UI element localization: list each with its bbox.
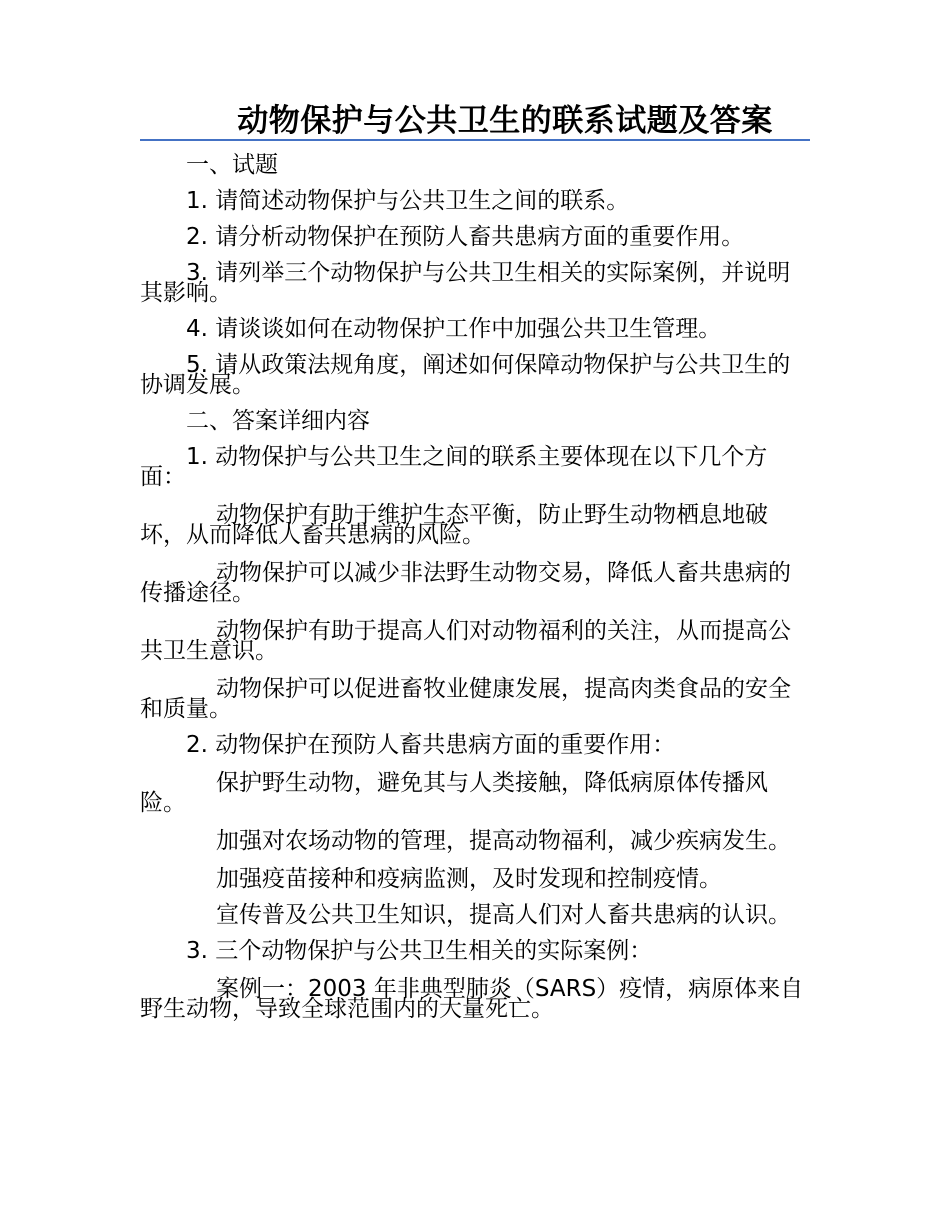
answer-2-point: 保护野生动物，避免其与人类接触，降低病原体传播风险。 xyxy=(140,770,768,816)
question-3: 3. 请列举三个动物保护与公共卫生相关的实际案例，并说明其影响。 xyxy=(140,260,791,306)
section-heading-answers: 二、答案详细内容 xyxy=(186,408,370,434)
answer-2-point: 宣传普及公共卫生知识，提高人们对人畜共患病的认识。 xyxy=(216,902,791,928)
question-4: 4. 请谈谈如何在动物保护工作中加强公共卫生管理。 xyxy=(186,316,722,342)
title-underline xyxy=(140,139,810,141)
answer-1-point: 动物保护可以减少非法野生动物交易，降低人畜共患病的传播途径。 xyxy=(140,560,791,606)
question-5: 5. 请从政策法规角度，阐述如何保障动物保护与公共卫生的协调发展。 xyxy=(140,352,791,398)
answer-3-intro: 3. 三个动物保护与公共卫生相关的实际案例： xyxy=(186,938,653,964)
question-2: 2. 请分析动物保护在预防人畜共患病方面的重要作用。 xyxy=(186,224,745,250)
section-heading-questions: 一、试题 xyxy=(186,152,278,178)
answer-2-point: 加强对农场动物的管理，提高动物福利，减少疾病发生。 xyxy=(216,828,791,854)
answer-2-intro: 2. 动物保护在预防人畜共患病方面的重要作用： xyxy=(186,732,676,758)
answer-1-point: 动物保护有助于维护生态平衡，防止野生动物栖息地破坏，从而降低人畜共患病的风险。 xyxy=(140,502,768,548)
answer-2-point: 加强疫苗接种和疫病监测，及时发现和控制疫情。 xyxy=(216,866,722,892)
question-1: 1. 请简述动物保护与公共卫生之间的联系。 xyxy=(186,188,630,214)
answer-1-intro: 1. 动物保护与公共卫生之间的联系主要体现在以下几个方面： xyxy=(140,444,768,490)
answer-1-point: 动物保护有助于提高人们对动物福利的关注，从而提高公共卫生意识。 xyxy=(140,618,791,664)
answer-3-case-1: 案例一：2003 年非典型肺炎（SARS）疫情，病原体来自野生动物，导致全球范围内的大量死亡。 xyxy=(140,976,804,1022)
document-title: 动物保护与公共卫生的联系试题及答案 xyxy=(237,103,773,139)
answer-1-point: 动物保护可以促进畜牧业健康发展，提高肉类食品的安全和质量。 xyxy=(140,676,791,722)
document-body xyxy=(140,152,810,1022)
